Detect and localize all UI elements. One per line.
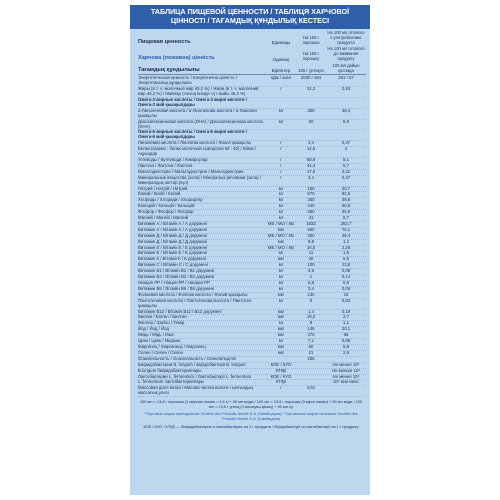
footnote: КОЕ / КУО / КТҚБ — бифидобактерии и лактобактерии на 1 г продукта / біфідобактерії та лактобактерії на 1 г продукту (143, 423, 359, 429)
nutrient-name: Калий / Калій / Калий (138, 191, 181, 197)
nutrient-unit: г (280, 168, 282, 174)
value-per-100g: 100 (307, 262, 315, 268)
nutrition-table-panel (130, 5, 370, 495)
value-per-100ml: 10⁶ кем емес (332, 379, 360, 385)
value-per-100g: 550 (307, 226, 315, 232)
header-per-100g: На 100 г порошку (302, 51, 320, 61)
nutrient-name: Йод / Йод / Йод (138, 326, 169, 332)
header-per-100g: 100 г ұнтақта (298, 67, 324, 73)
nutrient-unit: мг (278, 280, 284, 285)
value-per-100ml: 0,47 (341, 174, 351, 180)
value-per-100ml: 5,5 (343, 256, 349, 262)
value-per-100g: 21 (308, 349, 314, 355)
value-per-100g: 21,2 (306, 86, 316, 92)
nutrient-unit: мкг (277, 291, 285, 297)
nutrient-name: Витамин В1 / Вітамін В1 / В1 дәрумені (138, 268, 215, 274)
nutrient-unit: мкг (277, 332, 285, 338)
nutrient-unit: мкг (277, 314, 285, 320)
nutrient-unit: мг (278, 197, 284, 203)
nutrient-name: Энергетическая ценность / Енергетична цінність / Энергетикалық құндылығы (138, 75, 238, 86)
nutrient-name: Магний / Магній / Магний (138, 215, 188, 221)
value-per-100ml: 0,47 (341, 140, 351, 146)
value-per-100g: 14,5 (306, 146, 316, 152)
value-per-100g: 3,4 (308, 174, 314, 180)
nutrient-name: Мальтодекстрин / Мальтодекстрин / Мальтодекстрин (138, 168, 244, 174)
header-per-100ml: 100 мл дайын қоспада (332, 62, 360, 73)
nutrient-unit: мг (278, 118, 284, 124)
nutrient-unit: КТҚБ (275, 379, 287, 385)
value-per-100g: 440 (307, 203, 315, 209)
value-per-100ml: 0,83 (341, 297, 351, 303)
nutrient-name: Осмоляльность / Осмоляльність / Осмоляльділігі (138, 355, 237, 361)
table-row (138, 299, 366, 310)
nutrient-name: Фолиевая кислота / Фолієва кислота / Фолий қышқылы (138, 291, 248, 297)
nutrient-unit: мкг (277, 226, 285, 232)
table-row (138, 386, 366, 397)
value-per-100g: 50 (308, 343, 314, 349)
nutrient-unit: г (280, 385, 282, 391)
nutrient-unit: мг (278, 215, 284, 221)
value-per-100g: 1,4 (308, 308, 314, 314)
nutrient-name: Ниацин РР / Ніацин РР / Ниацин РР (138, 280, 210, 285)
value-per-100ml: 5,7 (343, 215, 349, 221)
value-per-100ml: 0,06 (341, 285, 351, 291)
nutrient-name: Лактобактерии L. fermentum / Лактобактерії L. fermentum (138, 373, 252, 379)
value-per-100ml: 2,42 (341, 168, 351, 174)
value-per-100ml: 6,9 (343, 343, 349, 349)
value-per-100ml: 6,9 (343, 118, 349, 124)
nutrient-name: Линолевая кислота / Лінолева кислота / Линол қышқылы (138, 140, 251, 146)
nutrient-unit: мг (278, 285, 284, 291)
nutrient-unit: КОЕ / КУО (270, 373, 292, 379)
value-per-100ml: Не менее 10⁶ (332, 373, 360, 379)
header-unit: Бірліктер (271, 68, 291, 74)
nutrient-unit: мкг (277, 308, 285, 314)
value-per-100g: 41,4 (306, 162, 316, 168)
header-label: Пищевая ценность (138, 38, 191, 45)
value-per-100g: 1 (309, 274, 313, 280)
nutrient-unit: мкг (277, 326, 285, 332)
value-per-100ml: 60,8 (341, 203, 351, 209)
nutrient-unit (266, 130, 296, 140)
nutrient-name: Витамин Д / Вітамін Д / Д дәрумені (138, 232, 208, 238)
nutrient-name: Витамин В2 / Вітамін В2 / В2 дәрумені (138, 274, 215, 280)
value-per-100g (296, 98, 326, 108)
header-unit: Одиниці (272, 56, 290, 62)
value-per-100g (296, 375, 326, 380)
nutrient-name: Бифидобактерии B. longum / Біфідобактерії B. longum (138, 361, 246, 367)
nutrient-unit: мг (278, 262, 284, 268)
nutrient-unit: мг (278, 185, 284, 191)
value-per-100g: 260 (307, 209, 315, 215)
value-per-100g: 50 (308, 118, 314, 124)
nutrient-unit: кДж / ккал (271, 75, 291, 81)
value-per-100g: 130 (307, 291, 315, 297)
header-per-100ml: На 100 мл готового до вживання продукту (327, 46, 365, 61)
value-per-100ml (326, 98, 366, 108)
value-per-100g: 58,9 (306, 156, 316, 162)
value-per-100ml: Не менее 10⁶ (332, 361, 360, 367)
nutrient-unit (266, 357, 296, 362)
header-row (130, 45, 370, 61)
value-per-100g: 40 (308, 256, 314, 262)
header-per-100ml: На 100 мл готового к употреблению продукта (327, 30, 365, 45)
value-per-100ml: 1,2 (343, 238, 349, 244)
nutrient-name: Лактоза / Лактоза / Лактоза (138, 162, 193, 168)
value-per-100g: 4,61 (306, 385, 316, 391)
value-per-100ml: 1,1 (343, 320, 349, 326)
table-title: ТАБЛИЦА ПИЩЕВОЙ ЦЕННОСТИ / ТАБЛИЦЯ ХАРЧОВОЇ ЦІННОСТІ / ТАҒАМДЫҚ ҚҰНДЫЛЫҚ КЕСТЕСІ (130, 5, 370, 29)
nutrient-name: B.longum бифидобактериялары (138, 367, 202, 373)
footnote: 100 мл = 13,8 г порошка (1 мерная ложка = 4,6 г) + 90 мл воды / 100 мл = 13,8 г порошку (3 мірні ложки) + 90 мл води / 100 мл = 13,8 г ұнтақ (3 өлшеуіш қасық) + 90 мл су (139, 399, 363, 409)
value-per-100g: 350 (307, 232, 315, 238)
nutrient-unit (266, 98, 296, 108)
value-per-100g: 8,8 (308, 238, 314, 244)
value-per-100ml: 0,19 (341, 308, 351, 314)
nutrient-unit: мг (278, 338, 284, 344)
value-per-100ml: 0,08 (341, 268, 351, 274)
nutrient-name: Углеводы / Вуглеводи / Көмірсулар (138, 156, 208, 162)
nutrient-unit: МЕ / МО / ХБ (267, 220, 295, 226)
value-per-100g: 350 (307, 107, 315, 113)
value-per-100g: 0,6 (308, 268, 314, 274)
nutrient-unit: КОЕ / КУО (270, 361, 292, 367)
nutrient-unit: г (280, 162, 282, 168)
value-per-100g: 8 (309, 320, 313, 326)
value-per-100g: 470 (307, 332, 315, 338)
value-per-100g: 145 (307, 326, 315, 332)
value-per-100ml: 35,9 (341, 209, 351, 215)
value-per-100ml: 49,8 (341, 197, 351, 203)
nutrient-unit: г (280, 86, 282, 92)
value-per-100ml: 18 (343, 291, 349, 297)
value-per-100ml: 20,7 (341, 185, 351, 191)
header-row (130, 29, 370, 45)
value-per-100ml: 1,5 (343, 250, 349, 256)
nutrient-name: Жиры (в т. ч. молочный жир 45,2 %) / Жири (в т. ч. молочний жир 45,2 %) / Майлар (соның ішінде сүт майы 45,2 %) (138, 86, 259, 97)
nutrient-name: Омега-3 жирные кислоты / Омега-3 жирні кислоти / Омега-3 май қышқылдары (138, 97, 247, 107)
value-per-100g: 3,4 (308, 140, 314, 146)
header-label: Харчова (поживна) цінність (138, 55, 215, 62)
nutrient-unit: г (280, 174, 282, 180)
nutrient-unit: мг (278, 209, 284, 215)
nutrient-name: Марганец / Марганець / Марганец (138, 343, 206, 349)
nutrient-unit: г (280, 140, 282, 146)
value-per-100g: 41 (308, 215, 314, 221)
value-per-100ml: 281 / 67 (338, 75, 354, 81)
value-per-100ml: 253,7 (340, 220, 352, 226)
footnotes (130, 397, 370, 429)
nutrient-rows (130, 75, 370, 397)
value-per-100g (296, 369, 326, 374)
value-per-100g: 19,2 (306, 314, 316, 320)
nutrient-name: Цинк / Цинк / Мырыш (138, 338, 181, 344)
nutrient-name: Витамин В12 / Вітамін В12 / В12 дәрумені (138, 308, 222, 314)
value-per-100ml: 65 (343, 332, 349, 338)
nutrient-unit: мг (278, 191, 284, 197)
nutrient-name: Хлориды / Хлориди / Хлоридтер (138, 197, 203, 203)
nutrient-name: Кальций / Кальцій / Кальций (138, 203, 195, 209)
header-unit: Единицы (271, 40, 291, 46)
value-per-100g: 17,5 (306, 168, 316, 174)
value-per-100g: 2030 / 484 (300, 75, 322, 81)
nutrient-name: Фосфор / Фосфор / Фосфор (138, 209, 194, 215)
nutrient-unit: мг (278, 203, 284, 209)
value-per-100g: 150 (307, 185, 315, 191)
value-per-100g: 11 (308, 250, 314, 256)
nutrient-unit: мкг (277, 349, 285, 355)
header-row (130, 62, 370, 74)
table-headers (130, 29, 370, 73)
nutrient-name: Пантотеновая кислота / Пантотенова кислота / Пантотен қышқылы (138, 297, 252, 308)
nutrient-unit: мг (278, 107, 284, 113)
value-per-100ml: 2,9 (343, 349, 349, 355)
nutrient-name: Белки (казеин : белки молочной сыворотки 60 : 40) / Білки / Ақуыздар (138, 146, 256, 157)
nutrient-unit: г (280, 156, 282, 162)
nutrient-name: Омега-6 жирные кислоты / Омега-6 жирні кислоти / Омега-6 май қышқылдары (138, 129, 247, 140)
value-per-100ml: 2 (344, 146, 348, 152)
header-label: Тағамдық құндылығы (138, 66, 200, 73)
nutrient-name: Минеральные вещества (зола) / Мінеральні речовини (зола) / Минералдық заттар (күл) (138, 174, 261, 185)
nutrient-name: Витамин А / Вітамін А / А дәрумені (138, 226, 208, 232)
nutrient-name: Докозагексаеновая кислота (DHA) / Докозагексаенова кислота (DHA) (138, 118, 263, 129)
nutrient-name: Витамин В6 / Вітамін В6 / В6 дәрумені (138, 285, 215, 291)
nutrient-name: Витамин Е / Вітамін Е / Е дәрумені (138, 244, 208, 250)
nutrient-unit: мкг (277, 238, 285, 244)
value-per-100ml (326, 357, 366, 362)
nutrient-unit: мг (278, 320, 284, 326)
value-per-100ml: Не менше 10⁶ (332, 367, 360, 373)
nutrient-unit: мкг (277, 256, 285, 262)
nutrient-name: L. fermentum лактобактериялары (138, 379, 205, 385)
nutrient-name: Массовая доля влаги / Масова частка вологи / Ылғалдың массалық үлесі (138, 385, 253, 396)
value-per-100g (296, 363, 326, 368)
value-per-100ml: 0,8 (343, 280, 349, 285)
nutrient-name: Витамин Е / Вітамін Е / Е дәрумені (138, 250, 208, 256)
value-per-100ml: 8,1 (343, 156, 349, 162)
value-per-100ml: 20,1 (341, 326, 351, 332)
value-per-100g: 7,1 (308, 338, 314, 344)
nutrient-name: Витамин С / Вітамін С / С дәрумені (138, 262, 208, 268)
nutrient-unit: мг (278, 274, 284, 280)
value-per-100ml: 0,14 (341, 274, 351, 280)
nutrient-name: Биотин / Біотин / Биотин (138, 314, 187, 320)
value-per-100ml (326, 130, 366, 140)
value-per-100ml: 92,6 (341, 191, 351, 197)
value-per-100g: 670 (307, 191, 315, 197)
value-per-100g: 360 (307, 197, 315, 203)
nutrient-name: Железо / Залізо / Темір (138, 320, 185, 326)
value-per-100ml: 76,1 (341, 226, 351, 232)
value-per-100g: 6 (309, 297, 313, 303)
nutrient-unit: г (280, 146, 282, 152)
value-per-100g: 1833 (306, 220, 316, 226)
value-per-100ml: 0,98 (341, 338, 351, 344)
nutrient-unit: мкг (277, 343, 285, 349)
nutrient-unit: МЕ / МО / ХБ (267, 232, 295, 238)
table-row (138, 109, 366, 120)
value-per-100g: 16,5 (306, 244, 316, 250)
value-per-100ml: 2,93 (341, 86, 351, 92)
value-per-100g: 5,8 (308, 280, 314, 285)
nutrient-unit: мг (278, 250, 284, 256)
nutrient-unit: мг (278, 297, 284, 303)
value-per-100g (296, 130, 326, 140)
footnote: *Торговые марки принадлежат Société des Produits Nestlé S.A. (Швейцария) / Торговельні марки належать Société des Produits Nestlé S.A. (Швейцарія) (144, 411, 358, 421)
nutrient-unit: мг (278, 268, 284, 274)
value-per-100ml: 48,4 (341, 232, 351, 238)
nutrient-name: Медь / Мідь / Мыс (138, 332, 174, 338)
nutrient-name: Витамин А / Вітамін А / А дәрумені (138, 220, 208, 226)
nutrient-name: α-Линоленовая кислота / α-Ліноленова кислота / α-Линолен қышқылы (138, 107, 257, 118)
value-per-100ml: 2,28 (341, 244, 351, 250)
value-per-100ml: 48,4 (341, 107, 351, 113)
header-per-100g: На 100 г порошка (302, 34, 320, 45)
table-row (138, 176, 366, 187)
nutrient-unit: МЕ / МО / ХБ (267, 244, 295, 250)
value-per-100ml (326, 386, 366, 396)
nutrient-name: Селен / Селен / Селен (138, 349, 184, 355)
value-per-100g: 0,4 (308, 285, 314, 291)
nutrient-unit: КТҚБ (275, 367, 287, 373)
value-per-100g: 255 (307, 355, 315, 361)
nutrient-name: Натрий / Натрій / Натрий (138, 185, 188, 191)
value-per-100ml: 13,8 (341, 262, 351, 268)
value-per-100ml: 2,7 (343, 314, 349, 320)
nutrient-name: Витамин К / Вітамін К / К дәрумені (138, 256, 206, 262)
value-per-100ml: 5,7 (343, 162, 349, 168)
nutrient-name: Витамин Д / Вітамін Д / Д дәрумені (138, 238, 208, 244)
